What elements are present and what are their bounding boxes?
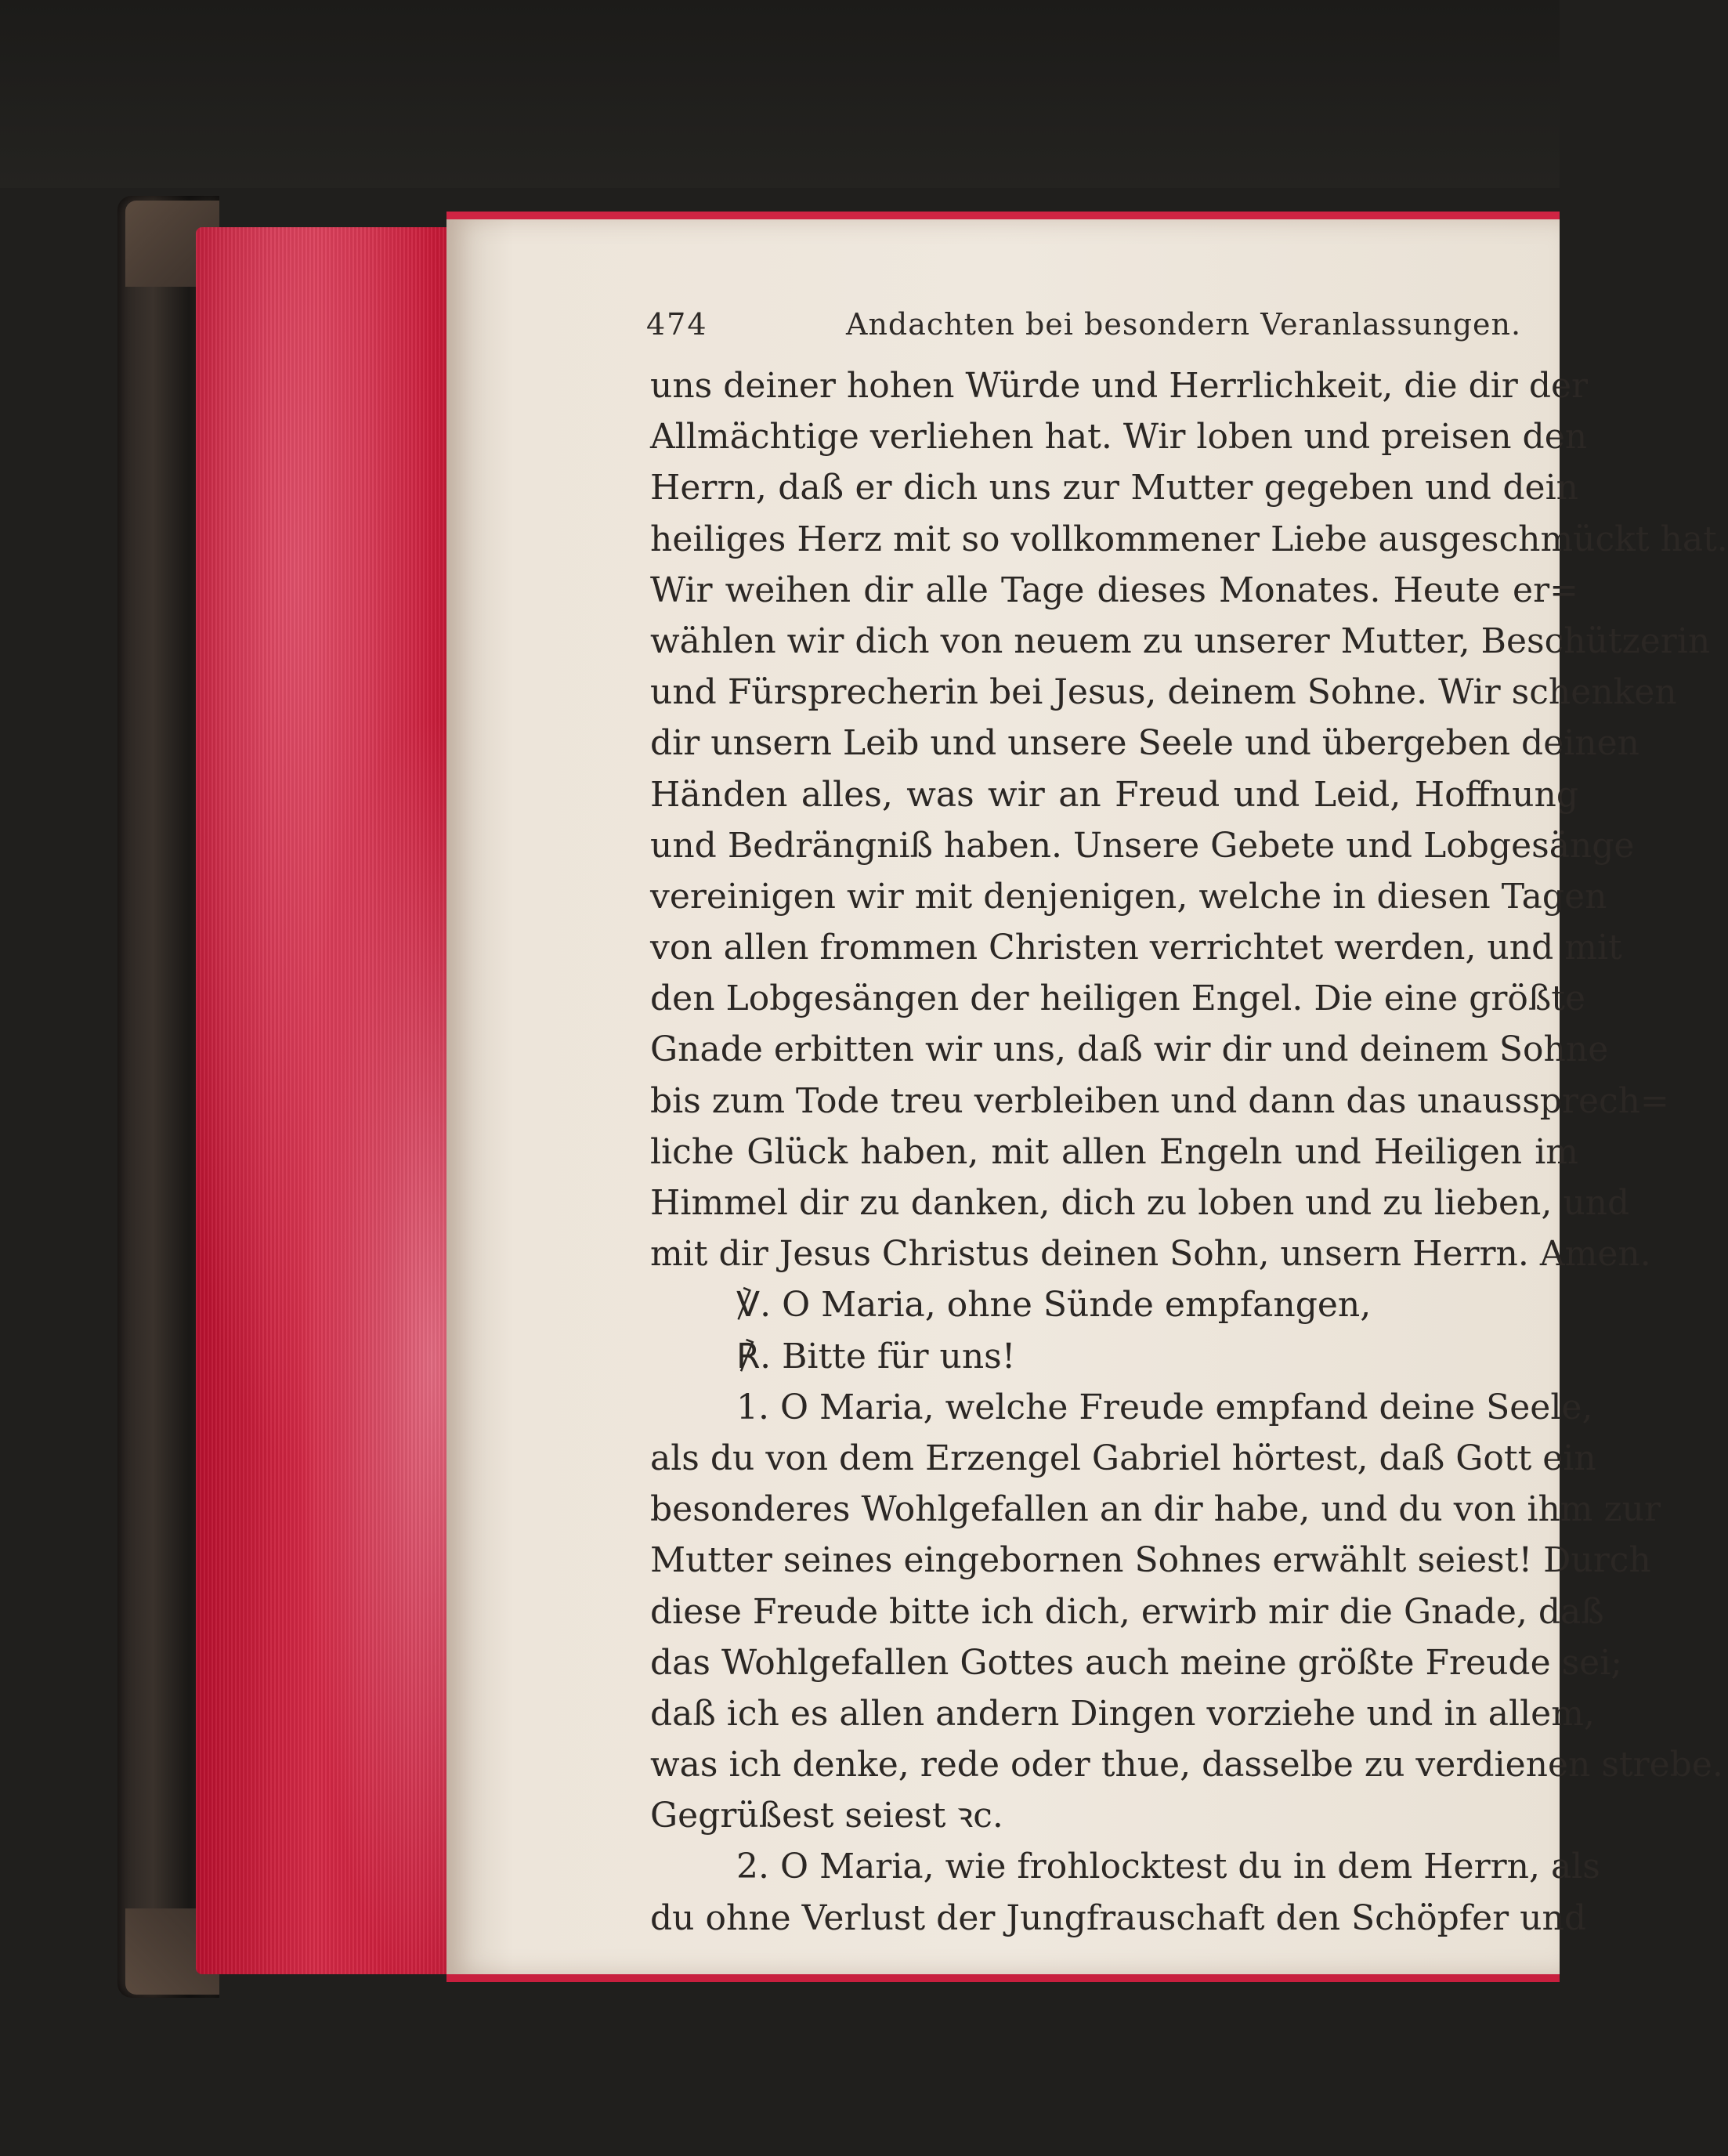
text-line: das Wohlgefallen Gottes auch meine größte Freude sei; [650, 1642, 1623, 1683]
text-line: du ohne Verlust der Jungfrauschaft den Schöpfer und [650, 1897, 1586, 1938]
text-line: diese Freude bitte ich dich, erwirb mir die Gnade, daß [650, 1591, 1604, 1632]
page-number: 474 [646, 307, 708, 342]
book-page [446, 212, 1728, 1982]
text-line: heiliges Herz mit so vollkommener Liebe ausgeschmückt hat. [650, 519, 1728, 559]
text-line: Händen alles, was wir an Freud und Leid, Hoffnung [650, 774, 1578, 815]
text-line: uns deiner hohen Würde und Herrlichkeit, die dir der [650, 366, 1589, 406]
text-line: besonderes Wohlgefallen an dir habe, und du von ihm zur [650, 1489, 1661, 1530]
body-text [650, 360, 1728, 1944]
text-line: 2. O Maria, wie frohlocktest du in dem Herrn, als [736, 1847, 1600, 1887]
text-line: liche Glück haben, mit allen Engeln und Heiligen im [650, 1131, 1578, 1172]
text-line: mit dir Jesus Christus deinen Sohn, unsern Herrn. Amen. [650, 1234, 1651, 1275]
running-head [646, 307, 1522, 354]
text-line: was ich denke, rede oder thue, dasselbe zu verdienen strebe. [650, 1745, 1723, 1785]
text-line: Wir weihen dir alle Tage dieses Monates. Heute er= [650, 570, 1578, 610]
text-line: Allmächtige verliehen hat. Wir loben und preisen den [650, 417, 1588, 458]
text-line: daß ich es allen andern Dingen vorziehe und in allem, [650, 1693, 1595, 1734]
background-top [0, 0, 1560, 188]
text-line: und Fürsprecherin bei Jesus, deinem Sohne. Wir schenken [650, 672, 1677, 713]
text-line: Gnade erbitten wir uns, daß wir dir und deinem Sohne [650, 1029, 1609, 1070]
running-head-title: Andachten bei besondern Veranlassungen. [846, 307, 1522, 342]
text-line: 1. O Maria, welche Freude empfand deine Seele, [736, 1387, 1593, 1427]
text-line: Gegrüßest seiest ꝛc. [650, 1796, 1003, 1836]
text-line: dir unsern Leib und unsere Seele und übergeben deinen [650, 723, 1640, 764]
text-line: und Bedrängniß haben. Unsere Gebete und Lobgesänge [650, 825, 1635, 866]
text-line: als du von dem Erzengel Gabriel hörtest, daß Gott ein [650, 1438, 1596, 1478]
text-line: vereinigen wir mit denjenigen, welche in diesen Tagen [650, 876, 1607, 917]
versicle-line: ℣. O Maria, ohne Sünde empfangen, [736, 1285, 1372, 1326]
text-line: bis zum Tode treu verbleiben und dann das unaussprech= [650, 1080, 1669, 1121]
text-line: Herrn, daß er dich uns zur Mutter gegeben und dein [650, 468, 1578, 508]
text-line: Himmel dir zu danken, dich zu loben und zu lieben, und [650, 1183, 1630, 1223]
text-line: von allen frommen Christen verrichtet werden, und mit [650, 928, 1622, 968]
response-line: ℟. Bitte für uns! [736, 1336, 1016, 1376]
text-line: den Lobgesängen der heiligen Engel. Die eine größte [650, 979, 1585, 1019]
text-line: wählen wir dich von neuem zu unserer Mutter, Beschützerin [650, 620, 1711, 661]
book [117, 196, 1728, 1998]
text-line: Mutter seines eingebornen Sohnes erwählt seiest! Durch [650, 1540, 1651, 1581]
